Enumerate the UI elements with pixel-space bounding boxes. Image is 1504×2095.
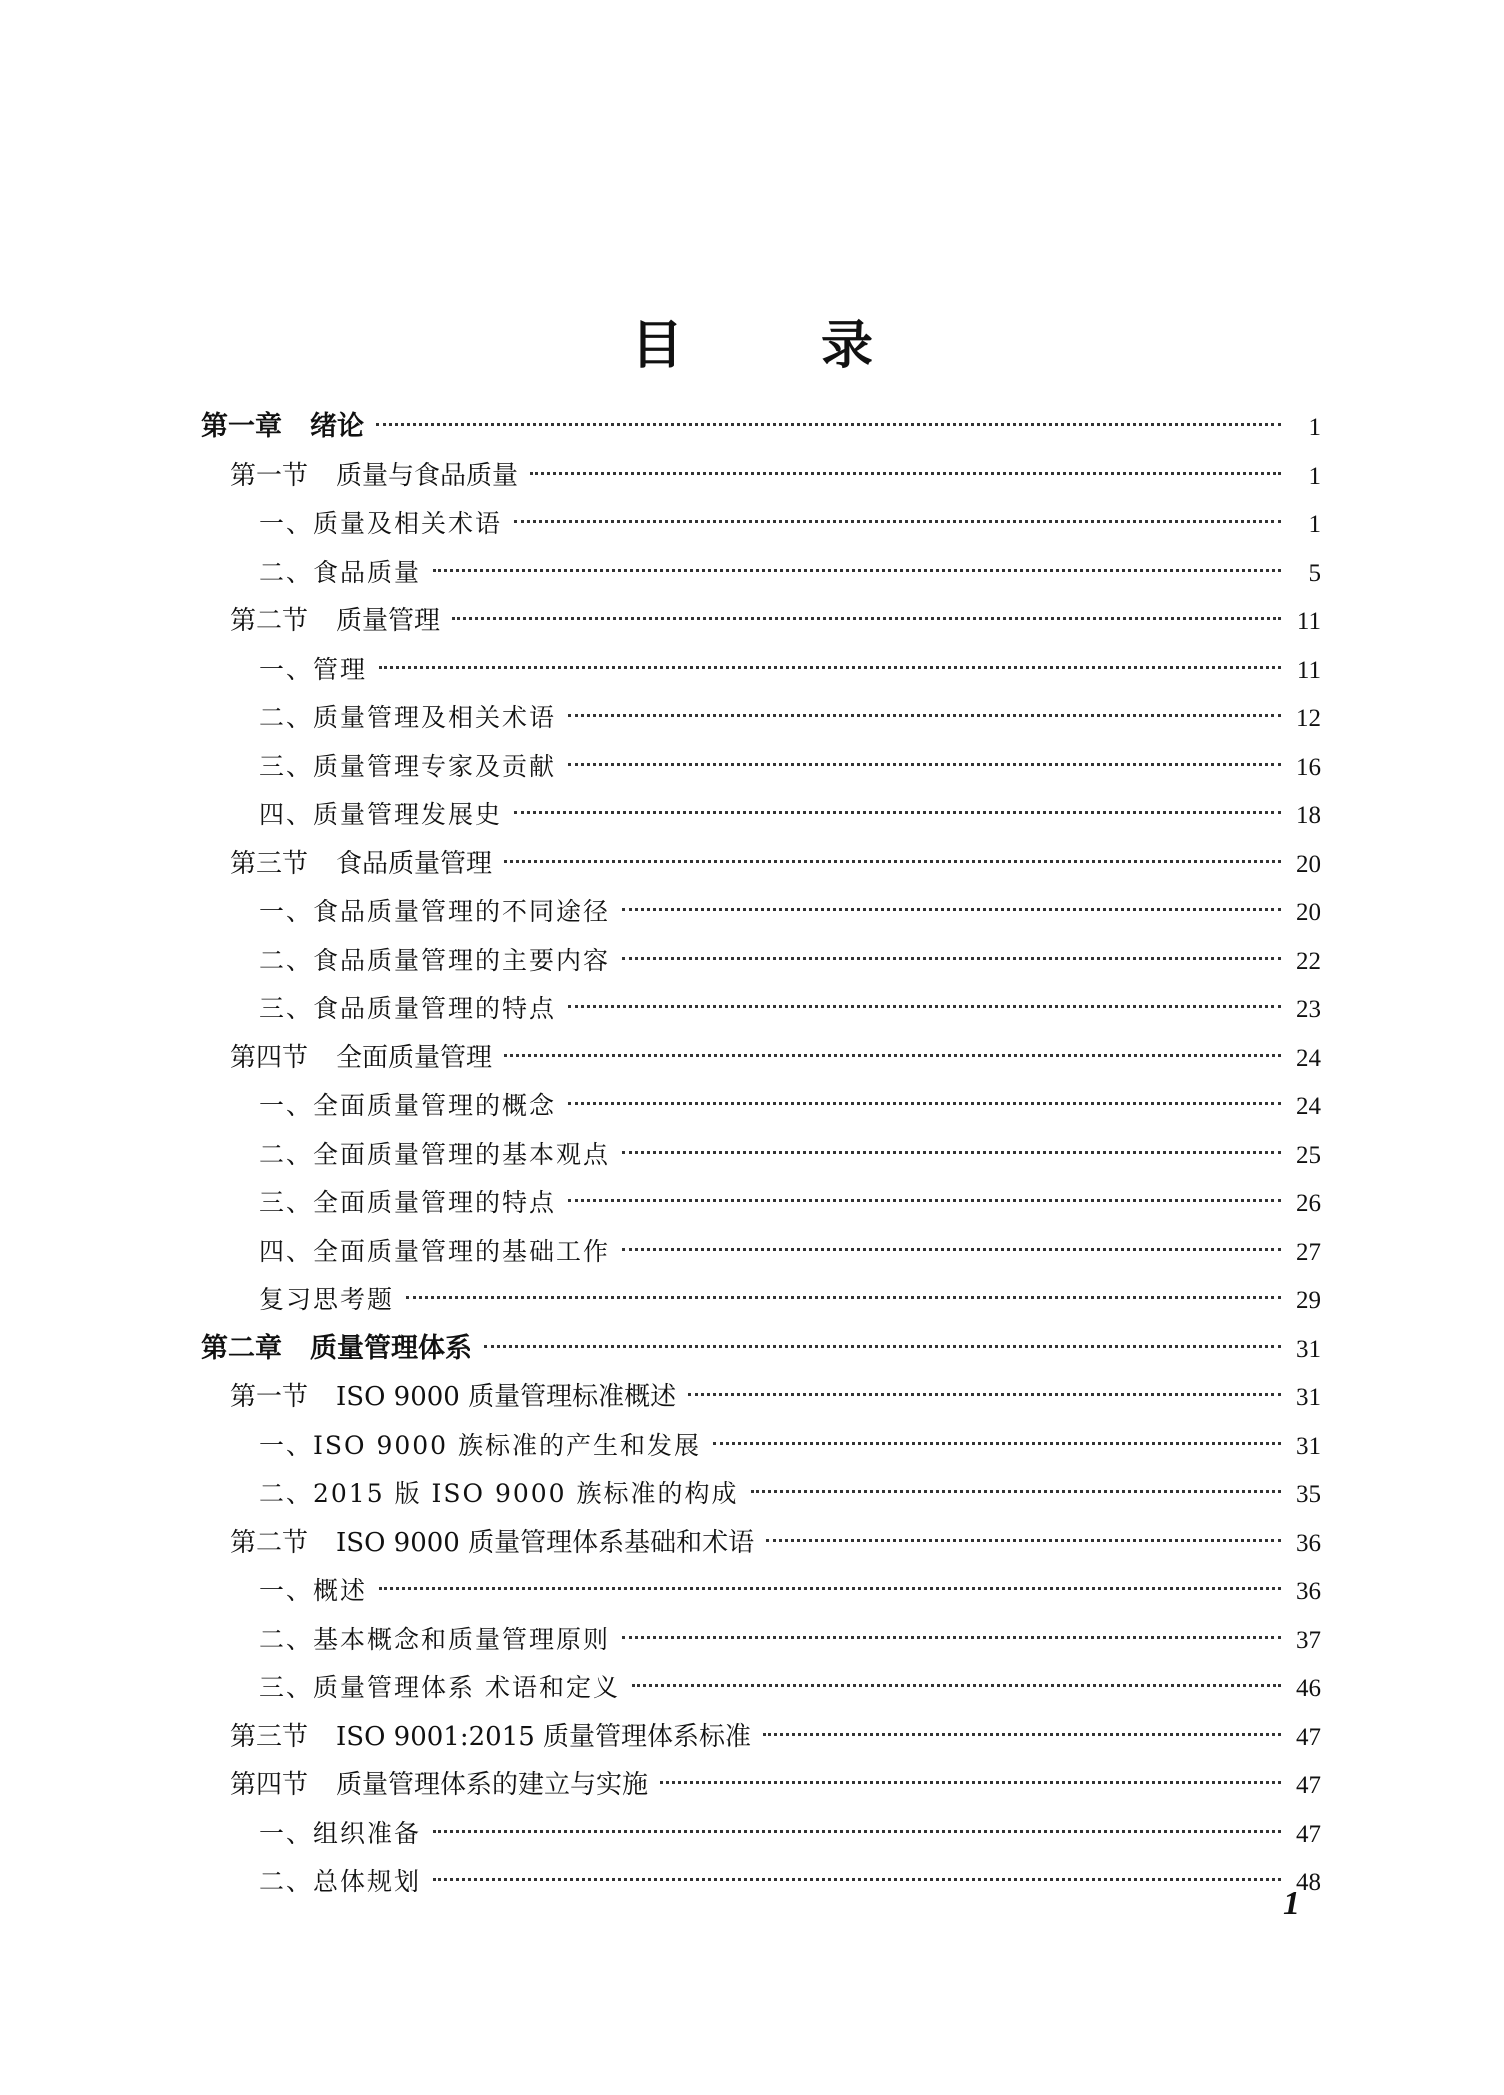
toc-entry-item[interactable] [201,791,1321,840]
toc-entry-page: 1 [1308,462,1321,490]
toc-entry-chapter[interactable] [201,1325,1321,1374]
toc-entry-title: 二、总体规划 [259,1867,422,1896]
toc-entry-page: 1 [1308,511,1321,538]
toc-entry-label [259,888,610,937]
dot-leader [713,1442,1281,1445]
toc-entry-page: 29 [1296,1287,1321,1314]
toc-entry-page: 31 [1296,1384,1321,1411]
toc-entry-page: 18 [1296,802,1321,829]
toc-entry-page: 36 [1296,1578,1321,1605]
toc-entry-title: 三、质量管理体系 术语和定义 [259,1673,620,1702]
toc-entry-label [259,1422,701,1471]
toc-entry-label [259,1470,739,1519]
toc-entry-label [230,452,518,501]
dot-leader [376,423,1281,426]
toc-entry-title: ISO 9000 质量管理标准概述 [336,1382,677,1412]
toc-entry-item[interactable] [201,549,1321,598]
toc-entry-label [259,1082,556,1131]
toc-entry-chapter[interactable] [201,403,1321,452]
dot-leader [406,1296,1281,1299]
toc-entry-page: 46 [1296,1675,1321,1702]
toc-entry-label [259,1228,610,1277]
toc-entry-page: 24 [1296,1044,1321,1072]
toc-entry-title: 绪论 [310,411,364,442]
toc-entry-title: 一、管理 [259,654,368,684]
toc-entry-page: 1 [1308,414,1321,441]
toc-entry-section[interactable] [201,1713,1321,1762]
toc-entry-label [259,1810,421,1859]
toc-entry-item[interactable] [201,646,1321,695]
toc-entry-page: 36 [1296,1529,1321,1557]
toc-entry-page: 47 [1296,1772,1321,1799]
toc-entry-item[interactable] [201,1228,1321,1277]
dot-leader [514,811,1281,814]
toc-entry-page: 16 [1296,753,1321,781]
page-number: 1 [1283,1885,1300,1922]
table-of-contents [201,403,1321,1907]
toc-entry-label [259,1664,620,1713]
toc-entry-label [230,1713,751,1762]
dot-leader [622,908,1281,911]
dot-leader [568,714,1281,717]
dot-leader [766,1539,1281,1542]
toc-entry-title: 二、基本概念和质量管理原则 [259,1624,611,1654]
toc-entry-item[interactable] [201,1422,1321,1471]
toc-entry-page: 24 [1296,1093,1321,1120]
toc-entry-label [259,1131,610,1180]
toc-entry-title: 一、全面质量管理的概念 [259,1091,557,1120]
toc-entry-label [259,791,502,840]
toc-entry-page: 37 [1296,1626,1321,1654]
toc-entry-label [201,403,364,452]
toc-entry-title: 三、全面质量管理的特点 [259,1188,557,1217]
toc-entry-label [230,1034,492,1083]
dot-leader [379,1587,1281,1590]
toc-entry-label [259,646,367,695]
toc-entry-label [230,597,440,646]
toc-entry-section[interactable] [201,840,1321,889]
toc-entry-item[interactable] [201,888,1321,937]
dot-leader [622,1151,1281,1154]
dot-leader [688,1393,1281,1396]
dot-leader [514,520,1281,523]
dot-leader [433,569,1281,572]
dot-leader [751,1490,1281,1493]
dot-leader [763,1733,1281,1736]
toc-entry-item[interactable] [201,1276,1321,1325]
dot-leader [622,1248,1281,1251]
toc-entry-label [259,694,556,743]
toc-entry-item[interactable] [201,1810,1321,1859]
dot-leader [484,1345,1281,1348]
toc-entry-title: 一、食品质量管理的不同途径 [259,897,611,926]
toc-entry-title: 食品质量管理 [336,848,493,879]
toc-entry-item[interactable] [201,1082,1321,1131]
toc-entry-page: 27 [1296,1238,1321,1266]
toc-entry-label [230,840,492,889]
dot-leader [452,617,1281,620]
toc-entry-title: 复习思考题 [259,1285,395,1314]
toc-entry-section[interactable] [201,452,1321,501]
toc-entry-page: 11 [1296,608,1321,635]
toc-entry-page: 31 [1296,1432,1321,1460]
toc-entry-section[interactable] [201,1373,1321,1422]
toc-entry-item[interactable] [201,1470,1321,1519]
toc-entry-title: 一、质量及相关术语 [259,509,503,538]
toc-entry-number: 第一节 [230,1382,309,1412]
dot-leader [622,1636,1281,1639]
toc-entry-number: 第三节 [230,1721,309,1752]
dot-leader [568,1005,1281,1008]
toc-entry-item[interactable] [201,1179,1321,1228]
toc-entry-title: 二、全面质量管理的基本观点 [259,1139,611,1169]
dot-leader [379,666,1281,669]
page-title: 目 录 [630,314,934,376]
toc-entry-item[interactable] [201,1616,1321,1665]
toc-entry-item[interactable] [201,1664,1321,1713]
dot-leader [568,1102,1281,1105]
toc-entry-page: 5 [1308,559,1321,587]
toc-entry-item[interactable] [201,743,1321,792]
toc-entry-title: 二、2015 版 ISO 9000 族标准的构成 [259,1479,739,1508]
toc-entry-number: 第一节 [230,460,309,491]
toc-entry-page: 23 [1296,996,1321,1023]
toc-entry-label [259,937,610,986]
toc-entry-title: 四、全面质量管理的基础工作 [259,1236,611,1266]
toc-entry-label [230,1761,648,1810]
toc-entry-page: 48 [1296,1869,1321,1896]
toc-entry-number: 第二节 [230,606,309,636]
toc-entry-title: 质量管理体系的建立与实施 [336,1770,649,1800]
toc-entry-label [259,549,421,598]
toc-entry-item[interactable] [201,1858,1321,1907]
dot-leader [622,957,1281,960]
toc-entry-title: 一、ISO 9000 族标准的产生和发展 [259,1430,702,1460]
toc-entry-label [230,1519,754,1568]
toc-entry-title: 二、食品质量 [259,557,422,587]
toc-entry-item[interactable] [201,500,1321,549]
toc-entry-label [201,1325,472,1374]
toc-entry-title: 二、食品质量管理的主要内容 [259,945,611,975]
toc-entry-section[interactable] [201,1761,1321,1810]
toc-entry-item[interactable] [201,1131,1321,1180]
toc-entry-page: 20 [1296,850,1321,878]
toc-entry-label [259,1616,610,1665]
toc-entry-number: 第一章 [201,411,282,442]
toc-entry-title: 四、质量管理发展史 [259,800,503,829]
toc-entry-title: 三、食品质量管理的特点 [259,994,557,1023]
toc-entry-label [259,1276,394,1325]
toc-entry-page: 25 [1296,1141,1321,1169]
toc-entry-number: 第四节 [230,1042,309,1073]
toc-entry-title: 二、质量管理及相关术语 [259,703,557,732]
dot-leader [660,1781,1281,1784]
toc-entry-label [259,743,556,792]
toc-entry-label [259,985,556,1034]
toc-entry-page: 47 [1296,1723,1321,1751]
toc-entry-title: 质量管理 [336,606,441,636]
toc-entry-label [259,1567,367,1616]
toc-entry-page: 11 [1296,656,1321,684]
toc-entry-item[interactable] [201,1567,1321,1616]
toc-entry-title: ISO 9001:2015 质量管理体系标准 [336,1721,752,1752]
toc-entry-number: 第二章 [201,1332,282,1364]
toc-entry-number: 第二节 [230,1527,309,1558]
toc-entry-section[interactable] [201,1519,1321,1568]
dot-leader [504,1054,1281,1057]
toc-entry-page: 31 [1296,1335,1321,1363]
dot-leader [568,1199,1281,1202]
toc-entry-page: 35 [1296,1481,1321,1508]
toc-entry-label [259,1179,556,1228]
toc-entry-label [230,1373,676,1422]
dot-leader [433,1878,1281,1881]
toc-entry-number: 第三节 [230,848,309,879]
toc-entry-page: 20 [1296,899,1321,926]
toc-entry-title: 一、概述 [259,1576,368,1605]
toc-entry-item[interactable] [201,937,1321,986]
toc-entry-title: ISO 9000 质量管理体系基础和术语 [336,1527,755,1558]
toc-entry-title: 一、组织准备 [259,1818,422,1848]
dot-leader [433,1830,1281,1833]
toc-entry-section[interactable] [201,1034,1321,1083]
toc-entry-page: 12 [1296,705,1321,732]
toc-entry-item[interactable] [201,985,1321,1034]
toc-entry-number: 第四节 [230,1770,309,1800]
toc-entry-section[interactable] [201,597,1321,646]
toc-entry-title: 质量管理体系 [310,1332,472,1364]
toc-entry-page: 22 [1296,947,1321,975]
toc-entry-title: 质量与食品质量 [336,460,519,491]
dot-leader [530,472,1281,475]
toc-entry-page: 47 [1296,1820,1321,1848]
dot-leader [632,1684,1281,1687]
toc-entry-title: 三、质量管理专家及贡献 [259,751,557,781]
toc-entry-item[interactable] [201,694,1321,743]
dot-leader [568,763,1281,766]
toc-entry-label [259,500,502,549]
dot-leader [504,860,1281,863]
toc-entry-page: 26 [1296,1190,1321,1217]
toc-entry-label [259,1858,421,1907]
toc-entry-title: 全面质量管理 [336,1042,493,1073]
